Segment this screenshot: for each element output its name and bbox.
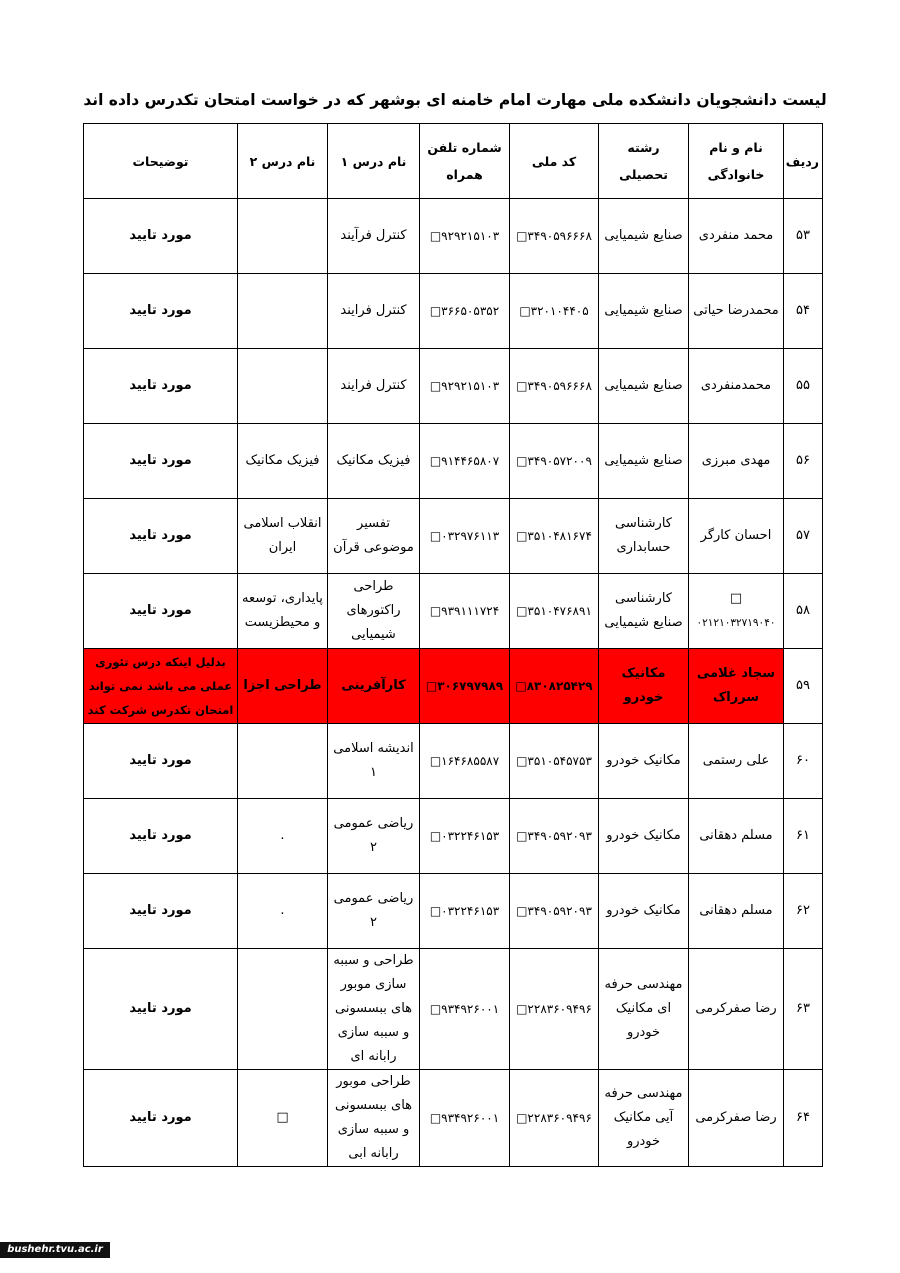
national-code: □۳۴۹۰۵۷۲۰۰۹ [516,453,592,468]
national-code: □۳۴۹۰۵۹۶۶۶۸ [516,378,592,393]
cell-national-code [510,199,599,274]
cell-name: محمدمنفردی [689,349,784,424]
phone-number: □۰۳۲۲۴۶۱۵۳ [429,828,500,843]
table-row [84,799,823,874]
header-national-code: کد ملی [510,124,599,199]
phone-number: □۰۳۲۲۴۶۱۵۳ [429,903,500,918]
cell-notes: مورد تایید [84,274,238,349]
table-row [84,274,823,349]
phone-number: □۰۳۲۹۷۶۱۱۳ [429,528,500,543]
cell-national-code [510,724,599,799]
header-field: رشته تحصیلی [599,124,689,199]
cell-notes: مورد تایید [84,499,238,574]
cell-radif: ۶۰ [784,724,823,799]
cell-notes: مورد تایید [84,424,238,499]
cell-radif: ۵۸ [784,574,823,649]
cell-phone [420,724,510,799]
cell-field: مهندسی حرفه ای مکانیک خودرو [599,949,689,1070]
table-row [84,874,823,949]
cell-phone [420,274,510,349]
cell-radif: ۵۹ [784,649,823,724]
phone-number: □۱۶۴۶۸۵۵۸۷ [429,753,500,768]
cell-national-code [510,574,599,649]
cell-field: مکانیک خودرو [599,799,689,874]
cell-course-1: طراحی موبور های ببسسونی و سببه سازی رابانه ابی [328,1070,420,1167]
cell-course-2: طراحی اجزا [238,649,328,724]
cell-course-2 [238,199,328,274]
national-code: □۳۵۱۰۴۸۱۶۷۴ [516,528,592,543]
cell-notes: مورد تایید [84,574,238,649]
cell-course-2: انقلاب اسلامی ایران [238,499,328,574]
cell-course-2: پایداری، توسعه و محیطزیست [238,574,328,649]
cell-phone [420,199,510,274]
cell-course-2 [238,274,328,349]
national-code: □۳۴۹۰۵۹۲۰۹۳ [516,828,592,843]
cell-field: مکانیک خودرو [599,724,689,799]
cell-notes: مورد تایید [84,799,238,874]
header-name: نام و نام خانوادگی [689,124,784,199]
page-title: لیست دانشجویان دانشکده ملی مهارت امام خامنه ای بوشهر که در خواست امتحان تکدرس داده اند [83,91,827,109]
name-placeholder-glyph: □ [729,591,743,606]
table-row-highlighted [84,649,823,724]
phone-number: □۹۳۴۹۲۶۰۰۱ [429,1110,500,1125]
cell-name: احسان کارگر [689,499,784,574]
phone-number: □۹۲۹۲۱۵۱۰۳ [429,378,500,393]
cell-field: مکانیک خودرو [599,874,689,949]
cell-course-2: □ [238,1070,328,1167]
national-code: □۲۲۸۳۶۰۹۴۹۶ [516,1110,592,1125]
cell-phone [420,649,510,724]
cell-national-code [510,799,599,874]
cell-phone [420,499,510,574]
phone-number: □۹۳۴۹۲۶۰۰۱ [429,1001,500,1016]
cell-national-code [510,349,599,424]
cell-name: رضا صفرکرمی [689,949,784,1070]
national-code: □۳۴۹۰۵۹۶۶۶۸ [516,228,592,243]
table-row [84,949,823,1070]
phone-number: □۹۲۹۲۱۵۱۰۳ [429,228,500,243]
national-code: □۳۴۹۰۵۹۲۰۹۳ [516,903,592,918]
cell-course-1: کنترل فرایند [328,349,420,424]
cell-course-2: . [238,799,328,874]
cell-course-1: کارآفرینی [328,649,420,724]
name-number: ۰۲۱۲۱۰۳۲۷۱۹۰۴۰ [696,617,776,629]
cell-field: کارشناسی حسابداری [599,499,689,574]
cell-field: مهندسی حرفه آیی مکانیک خودرو [599,1070,689,1167]
header-radif: ردیف [784,124,823,199]
cell-phone [420,574,510,649]
header-course-1: نام درس ۱ [328,124,420,199]
cell-national-code [510,274,599,349]
cell-field: کارشناسی صنایع شیمیایی [599,574,689,649]
cell-field: صنایع شیمیایی [599,274,689,349]
cell-name: سجاد غلامی سرراک [689,649,784,724]
cell-course-1: کنترل فرآیند [328,199,420,274]
cell-radif: ۵۶ [784,424,823,499]
phone-number: □۳۶۶۵۰۵۳۵۲ [429,303,500,318]
cell-notes: مورد تایید [84,724,238,799]
national-code: □۳۵۱۰۵۴۵۷۵۳ [516,753,592,768]
cell-national-code [510,874,599,949]
cell-course-1: طراحی و سببه سازی موبور های ببسسونی و سببه سازی رابانه ای [328,949,420,1070]
cell-phone [420,424,510,499]
cell-name: رضا صفرکرمی [689,1070,784,1167]
cell-notes: مورد تایید [84,349,238,424]
cell-radif: ۶۴ [784,1070,823,1167]
cell-course-2 [238,724,328,799]
table-row [84,499,823,574]
phone-number: □۹۱۴۴۶۵۸۰۷ [429,453,500,468]
cell-notes: مورد تایید [84,874,238,949]
cell-name [689,574,784,649]
table-row [84,349,823,424]
table-row [84,424,823,499]
national-code: □۸۳۰۸۲۵۴۲۹ [515,678,593,693]
table-row [84,574,823,649]
cell-course-1: ریاضی عمومی ۲ [328,799,420,874]
cell-national-code [510,1070,599,1167]
cell-field: صنایع شیمیایی [599,424,689,499]
cell-course-1: کنترل فرایند [328,274,420,349]
header-notes: توضیحات [84,124,238,199]
site-watermark-label: bushehr.tvu.ac.ir [0,1242,110,1258]
cell-name: مهدی مبرزی [689,424,784,499]
cell-name: مسلم دهقانی [689,874,784,949]
cell-phone [420,349,510,424]
cell-phone [420,874,510,949]
cell-notes: مورد تایید [84,949,238,1070]
table-row [84,1070,823,1167]
cell-phone [420,799,510,874]
cell-course-1: طراحی راکتورهای شیمیایی [328,574,420,649]
cell-radif: ۶۱ [784,799,823,874]
header-row [84,124,823,199]
cell-radif: ۶۳ [784,949,823,1070]
cell-course-2: فیزیک مکانیک [238,424,328,499]
cell-phone [420,949,510,1070]
cell-field: صنایع شیمیایی [599,349,689,424]
cell-national-code [510,424,599,499]
cell-notes: مورد تایید [84,199,238,274]
cell-course-1: فیزیک مکانیک [328,424,420,499]
cell-radif: ۶۲ [784,874,823,949]
phone-number: □۳۰۶۷۹۷۹۸۹ [425,678,504,693]
cell-name: محمدرضا حیاتی [689,274,784,349]
cell-notes: مورد تایید [84,1070,238,1167]
cell-name: محمد منفردی [689,199,784,274]
cell-course-2 [238,349,328,424]
students-table [83,123,823,1167]
national-code: □۳۵۱۰۴۷۶۸۹۱ [516,603,592,618]
cell-field: صنایع شیمیایی [599,199,689,274]
cell-name: علی رستمی [689,724,784,799]
cell-radif: ۵۳ [784,199,823,274]
cell-course-1: اندیشه اسلامی ۱ [328,724,420,799]
header-course-2: نام درس ۲ [238,124,328,199]
cell-radif: ۵۵ [784,349,823,424]
table-row [84,199,823,274]
table-row [84,724,823,799]
cell-notes: بدلیل اینکه درس تئوری عملی می باشد نمی تواند امتحان تکدرس شرکت کند [84,649,238,724]
header-phone: شماره تلفن همراه [420,124,510,199]
cell-radif: ۵۴ [784,274,823,349]
cell-course-2: . [238,874,328,949]
cell-course-2 [238,949,328,1070]
national-code: □۳۲۰۱۰۴۴۰۵ [519,303,589,318]
national-code: □۲۲۸۳۶۰۹۴۹۶ [516,1001,592,1016]
cell-radif: ۵۷ [784,499,823,574]
phone-number: □۹۳۹۱۱۱۷۲۴ [429,603,500,618]
cell-national-code [510,949,599,1070]
cell-field: مکانیک خودرو [599,649,689,724]
cell-course-1: ریاضی عمومی ۲ [328,874,420,949]
cell-national-code [510,499,599,574]
cell-course-1: تفسیر موضوعی قرآن [328,499,420,574]
cell-name: مسلم دهقانی [689,799,784,874]
cell-national-code [510,649,599,724]
cell-phone [420,1070,510,1167]
